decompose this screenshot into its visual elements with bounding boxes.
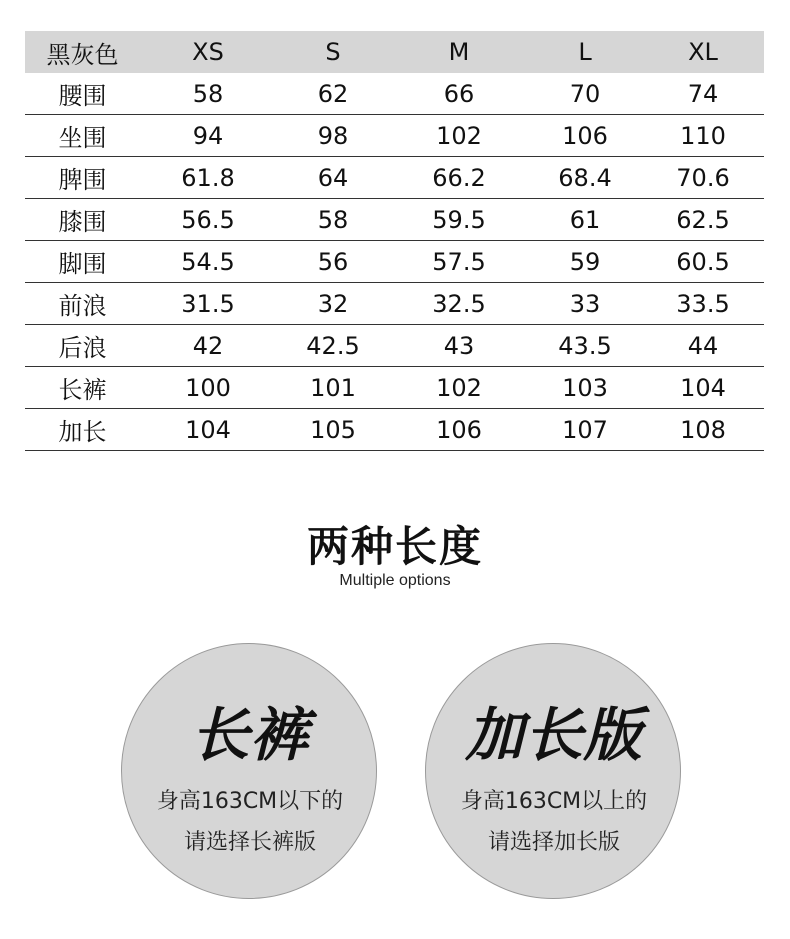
- size-chart-header-row: [25, 31, 764, 73]
- table-cell: 64: [276, 157, 390, 199]
- table-cell: 31.5: [140, 283, 276, 325]
- table-cell: 57.5: [390, 241, 528, 283]
- table-cell: 43.5: [528, 325, 642, 367]
- row-label: 膝围: [25, 199, 140, 241]
- row-label: 腰围: [25, 73, 140, 115]
- table-cell: 62.5: [642, 199, 764, 241]
- row-label: 前浪: [25, 283, 140, 325]
- table-cell: 60.5: [642, 241, 764, 283]
- table-cell: 33: [528, 283, 642, 325]
- options-section-subtitle: Multiple options: [339, 572, 451, 589]
- table-row: [25, 367, 764, 409]
- table-row: [25, 325, 764, 367]
- table-cell: 102: [390, 367, 528, 409]
- row-label: 坐围: [25, 115, 140, 157]
- table-row: [25, 409, 764, 451]
- table-cell: 43: [390, 325, 528, 367]
- table-cell: 106: [528, 115, 642, 157]
- table-row: [25, 157, 764, 199]
- row-label: 加长: [25, 409, 140, 451]
- option-name: 加长版: [465, 701, 643, 769]
- table-cell: 105: [276, 409, 390, 451]
- table-cell: 42.5: [276, 325, 390, 367]
- header-size-s: S: [276, 31, 390, 73]
- table-cell: 74: [642, 73, 764, 115]
- row-label: 后浪: [25, 325, 140, 367]
- table-cell: 104: [642, 367, 764, 409]
- table-cell: 62: [276, 73, 390, 115]
- option-description-line1: 身高163CM以上的: [460, 789, 648, 814]
- table-cell: 56.5: [140, 199, 276, 241]
- table-cell: 104: [140, 409, 276, 451]
- table-cell: 66: [390, 73, 528, 115]
- option-description-line2: 请选择加长版: [487, 830, 620, 855]
- row-label: 脚围: [25, 241, 140, 283]
- header-size-l: L: [528, 31, 642, 73]
- table-cell: 58: [276, 199, 390, 241]
- row-label: 长裤: [25, 367, 140, 409]
- table-cell: 32: [276, 283, 390, 325]
- option-name: 长裤: [190, 701, 309, 769]
- table-cell: 59.5: [390, 199, 528, 241]
- options-section-title: 两种长度: [306, 522, 483, 571]
- option-description-line2: 请选择长裤版: [183, 830, 316, 855]
- option-description-line1: 身高163CM以下的: [156, 789, 344, 814]
- table-cell: 107: [528, 409, 642, 451]
- table-cell: 103: [528, 367, 642, 409]
- option-extended-length: [425, 643, 681, 899]
- table-cell: 110: [642, 115, 764, 157]
- table-cell: 61.8: [140, 157, 276, 199]
- size-chart-table: [25, 31, 764, 451]
- table-cell: 66.2: [390, 157, 528, 199]
- table-cell: 33.5: [642, 283, 764, 325]
- table-cell: 94: [140, 115, 276, 157]
- table-cell: 56: [276, 241, 390, 283]
- table-cell: 61: [528, 199, 642, 241]
- header-color-label: 黑灰色: [25, 31, 140, 73]
- table-cell: 70.6: [642, 157, 764, 199]
- table-row: [25, 115, 764, 157]
- option-regular-length: [121, 643, 377, 899]
- table-row: [25, 283, 764, 325]
- header-size-xl: XL: [642, 31, 764, 73]
- table-cell: 58: [140, 73, 276, 115]
- table-cell: 98: [276, 115, 390, 157]
- table-cell: 59: [528, 241, 642, 283]
- table-cell: 42: [140, 325, 276, 367]
- table-cell: 102: [390, 115, 528, 157]
- header-size-xs: XS: [140, 31, 276, 73]
- table-cell: 54.5: [140, 241, 276, 283]
- table-cell: 108: [642, 409, 764, 451]
- table-cell: 44: [642, 325, 764, 367]
- table-row: [25, 199, 764, 241]
- table-row: [25, 241, 764, 283]
- table-cell: 32.5: [390, 283, 528, 325]
- header-size-m: M: [390, 31, 528, 73]
- row-label: 脾围: [25, 157, 140, 199]
- table-cell: 106: [390, 409, 528, 451]
- table-cell: 70: [528, 73, 642, 115]
- table-row: [25, 73, 764, 115]
- table-cell: 100: [140, 367, 276, 409]
- table-cell: 101: [276, 367, 390, 409]
- table-cell: 68.4: [528, 157, 642, 199]
